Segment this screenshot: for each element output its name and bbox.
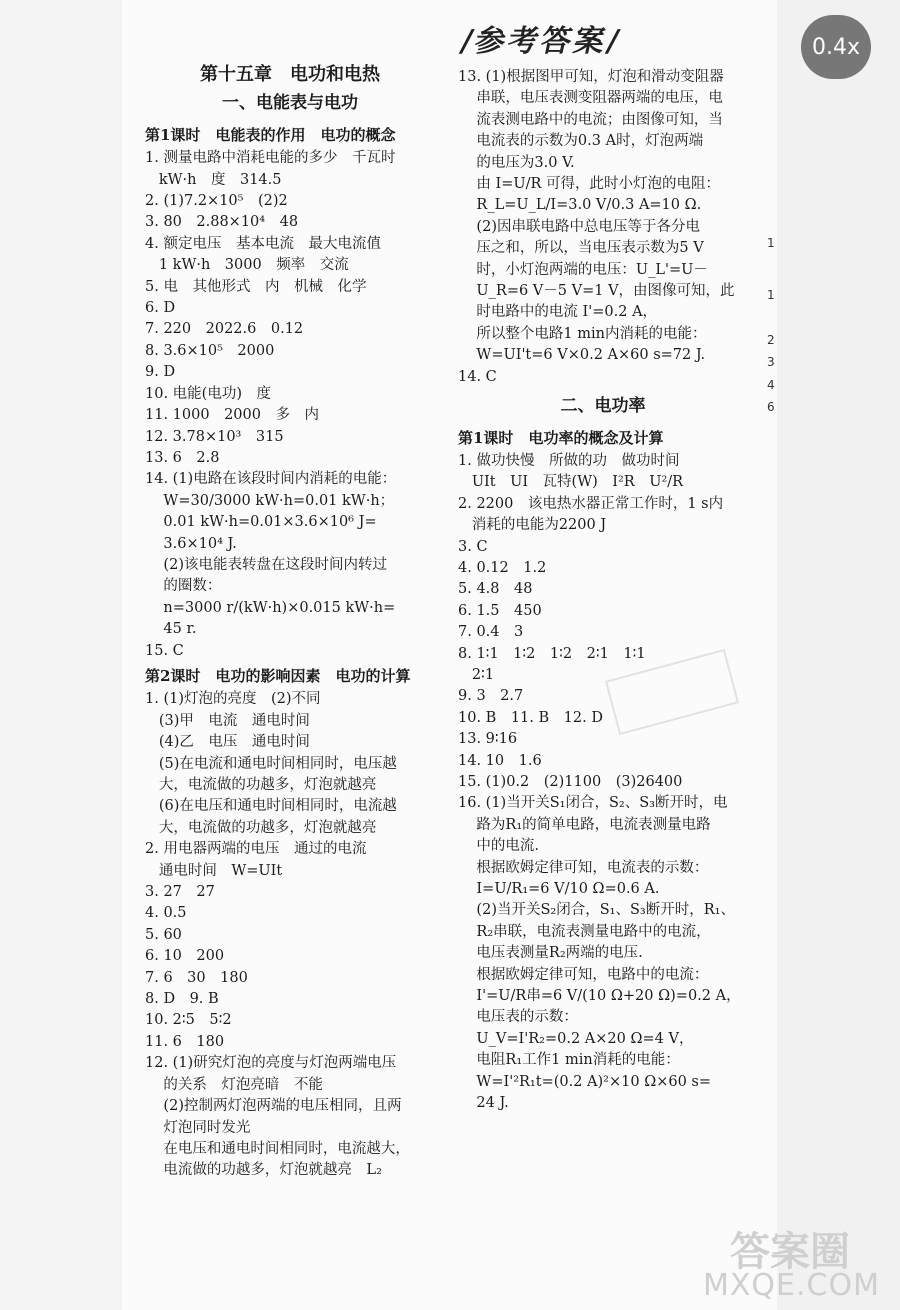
answer-line: (2)该电能表转盘在这段时间内转过 <box>145 556 387 573</box>
answer-line: 5. 4.8 48 <box>458 581 533 598</box>
answer-line: 0.01 kW·h=0.01×3.6×10⁶ J= <box>145 514 377 531</box>
margin-number: 2 <box>767 333 775 347</box>
answer-line: n=3000 r/(kW·h)×0.015 kW·h= <box>145 599 396 616</box>
answer-line: 1. (1)灯泡的亮度 (2)不同 <box>145 691 321 708</box>
watermark-logo: 答案圈 <box>730 1229 850 1275</box>
answer-line: 路为R₁的简单电路，电流表测量电路 <box>458 816 711 833</box>
answer-line: 消耗的电能为2200 J <box>458 517 607 534</box>
answer-line: 6. D <box>145 300 176 317</box>
answer-line: 7. 220 2022.6 0.12 <box>145 321 304 338</box>
answer-line: W=UI't=6 V×0.2 A×60 s=72 J. <box>458 347 706 364</box>
answer-line: 4. 额定电压 基本电流 最大电流值 <box>145 235 381 252</box>
right-column <box>458 67 748 1115</box>
answer-line: 2. 用电器两端的电压 通过的电流 <box>145 841 367 858</box>
answer-line: 14. C <box>458 368 497 385</box>
answer-line: I'=U/R串=6 V/(10 Ω+20 Ω)=0.2 A， <box>458 988 741 1005</box>
answer-line: 5. 60 <box>145 926 182 943</box>
answer-line: 45 r. <box>145 621 197 638</box>
answer-line: 的关系 灯泡亮暗 不能 <box>145 1076 323 1093</box>
answer-line: 2. (1)7.2×10⁵ (2)2 <box>145 193 288 210</box>
answer-line: 3.6×10⁴ J. <box>145 535 237 552</box>
answer-line: 7. 0.4 3 <box>458 624 524 641</box>
answer-line: 6. 1.5 450 <box>458 602 542 619</box>
answer-line: (2)因串联电路中总电压等于各分电 <box>458 218 700 235</box>
answer-line: 中的电流. <box>458 838 540 855</box>
answer-line: 11. 1000 2000 多 内 <box>145 407 319 424</box>
right-lesson1-answer-list <box>458 451 748 1115</box>
answer-line: 压之和，所以，当电压表示数为5 V <box>458 240 704 257</box>
left-column <box>145 64 435 1182</box>
answer-line: 时，小灯泡两端的电压：U_L'=U－ <box>458 261 708 278</box>
answer-line: kW·h 度 314.5 <box>145 171 282 188</box>
answer-line: 8. 1∶1 1∶2 1∶2 2∶1 1∶1 <box>458 645 646 662</box>
answer-line: 24 J. <box>458 1095 509 1112</box>
answer-line: 1 kW·h 3000 频率 交流 <box>145 257 349 274</box>
answer-line: 1. 测量电路中消耗电能的多少 千瓦时 <box>145 150 396 167</box>
answer-line: I=U/R₁=6 V/10 Ω=0.6 A. <box>458 881 660 898</box>
chapter-title: 第十五章 电功和电热 <box>200 64 380 85</box>
lesson2-answer-list <box>145 689 435 1181</box>
watermark-url: MXQE.COM <box>703 1268 880 1303</box>
answer-line: 14. 10 1.6 <box>458 752 542 769</box>
answer-line: 根据欧姆定律可知，电路中的电流： <box>458 966 709 983</box>
answer-line: 的圈数： <box>145 578 222 595</box>
answer-line: 1. 做功快慢 所做的功 做功时间 <box>458 452 680 469</box>
answer-line: (4)乙 电压 通电时间 <box>145 734 310 751</box>
answer-line: R₂串联，电流表测量电路中的电流， <box>458 923 711 940</box>
answer-line: (5)在电流和通电时间相同时，电压越 <box>145 755 397 772</box>
answer-line: 13. (1)根据图甲可知，灯泡和滑动变阻器 <box>458 69 724 85</box>
answer-line: 在电压和通电时间相同时，电流越大， <box>145 1140 410 1157</box>
answer-line: 10. 电能(电功) 度 <box>145 385 271 402</box>
side-strip <box>777 0 900 1310</box>
answer-line: 8. 3.6×10⁵ 2000 <box>145 342 275 359</box>
answer-line: 15. (1)0.2 (2)1100 (3)26400 <box>458 774 683 790</box>
answer-line: 4. 0.12 1.2 <box>458 559 547 576</box>
answer-line: 通电时间 W=UIt <box>145 862 283 879</box>
answer-line: 电流做的功越多，灯泡就越亮 L₂ <box>145 1162 382 1179</box>
answer-line: 12. 3.78×10³ 315 <box>145 428 284 445</box>
lesson1-answer-list <box>145 148 435 662</box>
answer-line: 3. 80 2.88×10⁴ 48 <box>145 214 299 231</box>
answer-line: 流表测电路中的电流；由图像可知，当 <box>458 111 723 128</box>
answer-line: (2)当开关S₂闭合，S₁、S₃断开时，R₁、 <box>458 902 735 919</box>
answer-line: 7. 6 30 180 <box>145 969 248 986</box>
answer-line: 8. D 9. B <box>145 991 219 1008</box>
answer-line: 串联，电压表测变阻器两端的电压，电 <box>458 90 723 107</box>
margin-number: 6 <box>767 400 775 414</box>
margin-number: 1 <box>767 288 775 302</box>
zoom-indicator[interactable]: 0.4x <box>801 15 871 79</box>
answer-line: W=30/3000 kW·h=0.01 kW·h； <box>145 492 395 509</box>
answer-line: 电流表的示数为0.3 A时，灯泡两端 <box>458 133 704 150</box>
answer-line: 大，电流做的功越多，灯泡就越亮 <box>145 777 377 793</box>
lesson-title: 第2课时 电功的影响因素 电功的计算 <box>145 666 411 685</box>
answer-line: 9. 3 2.7 <box>458 688 524 705</box>
answer-line: 11. 6 180 <box>145 1033 225 1050</box>
answer-line: 所以整个电路1 min内消耗的电能： <box>458 325 707 342</box>
answer-line: R_L=U_L/I=3.0 V/0.3 A=10 Ω. <box>458 197 702 214</box>
answer-line: 10. 2∶5 5∶2 <box>145 1012 232 1029</box>
answer-line: (3)甲 电流 通电时间 <box>145 712 310 729</box>
section-title: 一、电能表与电功 <box>222 93 358 114</box>
answer-line: (6)在电压和通电时间相同时，电流越 <box>145 798 397 815</box>
answer-line: U_V=I'R₂=0.2 A×20 Ω=4 V， <box>458 1030 694 1047</box>
answer-line: 14. (1)电路在该段时间内消耗的电能： <box>145 471 397 488</box>
answer-line: (2)控制两灯泡两端的电压相同，且两 <box>145 1098 402 1115</box>
answer-line: 3. C <box>458 538 488 555</box>
answer-line: 由 I=U/R 可得，此时小灯泡的电阻： <box>458 176 721 193</box>
answer-line: 15. C <box>145 642 184 659</box>
answer-line: 2. 2200 该电热水器正常工作时，1 s内 <box>458 495 724 512</box>
margin-number: 4 <box>767 378 775 392</box>
answer-line: 5. 电 其他形式 内 机械 化学 <box>145 278 367 295</box>
right-answer-list <box>458 67 748 388</box>
answer-line: UIt UI 瓦特(W) I²R U²/R <box>458 474 684 491</box>
answer-line: 电阻R₁工作1 min消耗的电能： <box>458 1052 680 1069</box>
answer-line: 2∶1 <box>458 666 495 683</box>
section-title: 二、电功率 <box>560 396 646 417</box>
answer-line: 灯泡同时发光 <box>145 1119 251 1136</box>
answer-banner: /参考答案/ <box>457 24 625 59</box>
answer-line: 时电路中的电流 I'=0.2 A， <box>458 304 658 321</box>
answer-line: 13. 9∶16 <box>458 731 518 748</box>
answer-line: 10. B 11. B 12. D <box>458 709 603 726</box>
answer-line: 电压表的示数： <box>458 1009 578 1026</box>
answer-line: 12. (1)研究灯泡的亮度与灯泡两端电压 <box>145 1055 397 1072</box>
answer-line: 根据欧姆定律可知，电流表的示数： <box>458 859 709 876</box>
lesson-title: 第1课时 电能表的作用 电功的概念 <box>145 125 396 144</box>
answer-line: 的电压为3.0 V. <box>458 154 575 171</box>
margin-number: 1 <box>767 236 775 250</box>
answer-line: 6. 10 200 <box>145 948 225 965</box>
answer-line: 4. 0.5 <box>145 905 187 922</box>
answer-line: U_R=6 V－5 V=1 V，由图像可知，此 <box>458 283 735 300</box>
answer-line: 电压表测量R₂两端的电压. <box>458 945 643 962</box>
answer-line: W=I'²R₁t=(0.2 A)²×10 Ω×60 s= <box>458 1073 712 1090</box>
answer-line: 13. 6 2.8 <box>145 449 220 466</box>
answer-line: 大，电流做的功越多，灯泡就越亮 <box>145 819 377 836</box>
answer-line: 16. (1)当开关S₁闭合，S₂、S₃断开时，电 <box>458 795 728 812</box>
margin-number: 3 <box>767 355 775 369</box>
answer-line: 3. 27 27 <box>145 884 215 901</box>
lesson-title: 第1课时 电功率的概念及计算 <box>458 428 664 447</box>
answer-line: 9. D <box>145 364 176 381</box>
